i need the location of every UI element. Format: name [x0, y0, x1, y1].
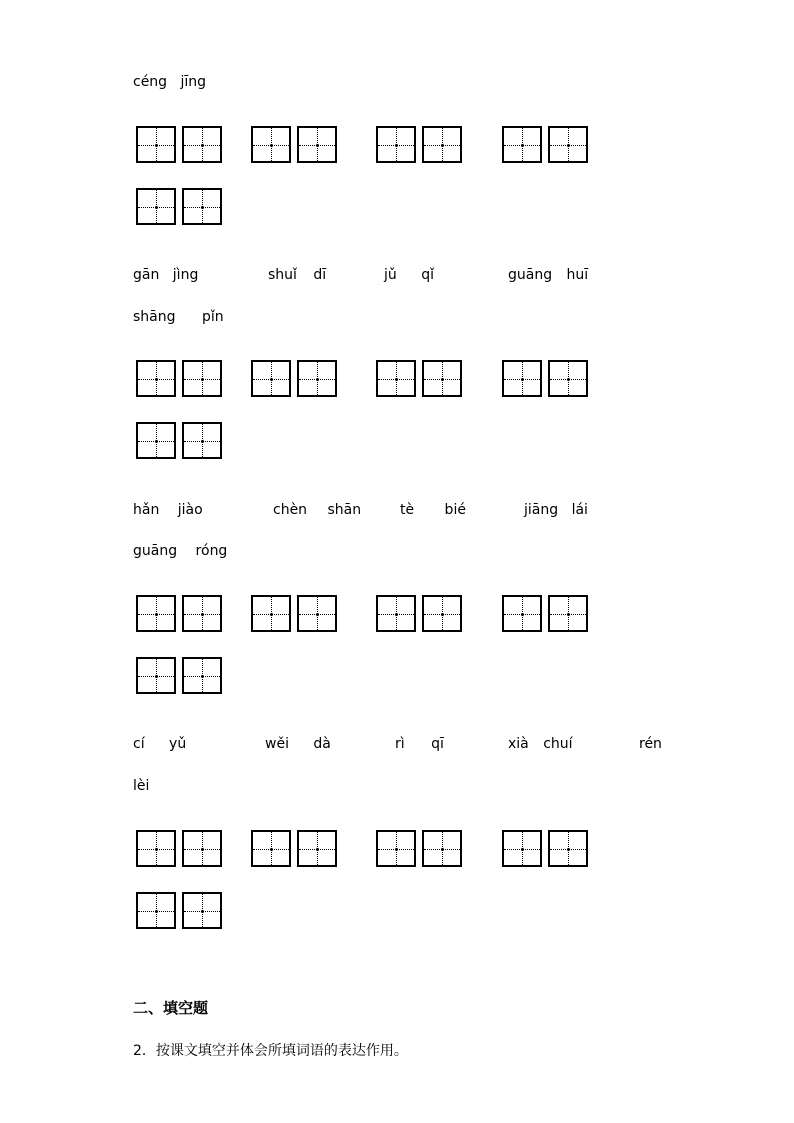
center-dot [441, 848, 444, 851]
writing-box[interactable] [182, 892, 222, 929]
center-dot [395, 613, 398, 616]
center-dot [155, 440, 158, 443]
writing-box[interactable] [548, 595, 588, 632]
center-dot [201, 675, 204, 678]
center-dot [201, 206, 204, 209]
center-dot [201, 848, 204, 851]
center-dot [316, 378, 319, 381]
writing-box[interactable] [502, 830, 542, 867]
writing-box[interactable] [136, 422, 176, 459]
center-dot [155, 675, 158, 678]
writing-box[interactable] [548, 360, 588, 397]
center-dot [521, 144, 524, 147]
center-dot [155, 206, 158, 209]
writing-box[interactable] [422, 360, 462, 397]
writing-box[interactable] [376, 360, 416, 397]
center-dot [155, 613, 158, 616]
writing-box[interactable] [502, 126, 542, 163]
writing-box[interactable] [182, 830, 222, 867]
writing-box[interactable] [136, 360, 176, 397]
pinyin-label: chèn shān [273, 502, 362, 518]
pinyin-label: tè bié [400, 502, 466, 518]
writing-box[interactable] [502, 595, 542, 632]
center-dot [155, 144, 158, 147]
writing-box[interactable] [297, 595, 337, 632]
writing-box[interactable] [502, 360, 542, 397]
writing-box[interactable] [297, 830, 337, 867]
writing-box[interactable] [136, 126, 176, 163]
center-dot [521, 848, 524, 851]
center-dot [201, 144, 204, 147]
writing-box[interactable] [136, 830, 176, 867]
center-dot [567, 613, 570, 616]
center-dot [201, 910, 204, 913]
pinyin-label: cí yǔ [133, 736, 187, 752]
writing-box[interactable] [182, 595, 222, 632]
pinyin-label: wěi dà [265, 736, 331, 752]
center-dot [441, 613, 444, 616]
pinyin-label: rì qī [395, 736, 444, 752]
question-text: 2．按课文填空并体会所填词语的表达作用。 [133, 1043, 408, 1059]
pinyin-label: jiāng lái [524, 502, 588, 518]
pinyin-label: xià chuí [508, 736, 573, 752]
writing-box[interactable] [136, 188, 176, 225]
center-dot [316, 613, 319, 616]
center-dot [395, 144, 398, 147]
writing-box[interactable] [376, 126, 416, 163]
pinyin-label: shuǐ dī [268, 267, 327, 283]
center-dot [567, 144, 570, 147]
writing-box[interactable] [136, 595, 176, 632]
writing-box[interactable] [136, 657, 176, 694]
writing-box[interactable] [251, 595, 291, 632]
center-dot [201, 440, 204, 443]
writing-box[interactable] [251, 830, 291, 867]
center-dot [441, 144, 444, 147]
section-heading: 二、填空题 [133, 999, 209, 1017]
writing-box[interactable] [422, 595, 462, 632]
center-dot [155, 848, 158, 851]
writing-box[interactable] [376, 830, 416, 867]
pinyin-label: lèi [133, 778, 150, 794]
center-dot [270, 613, 273, 616]
center-dot [441, 378, 444, 381]
writing-box[interactable] [251, 360, 291, 397]
writing-box[interactable] [182, 657, 222, 694]
writing-box[interactable] [297, 126, 337, 163]
center-dot [316, 848, 319, 851]
center-dot [201, 613, 204, 616]
center-dot [521, 613, 524, 616]
pinyin-label: céng jīng [133, 74, 207, 90]
center-dot [395, 848, 398, 851]
center-dot [521, 378, 524, 381]
pinyin-label: rén [639, 736, 662, 752]
center-dot [155, 910, 158, 913]
center-dot [155, 378, 158, 381]
center-dot [567, 848, 570, 851]
writing-box[interactable] [136, 892, 176, 929]
writing-box[interactable] [297, 360, 337, 397]
center-dot [316, 144, 319, 147]
center-dot [395, 378, 398, 381]
writing-box[interactable] [422, 126, 462, 163]
center-dot [201, 378, 204, 381]
writing-box[interactable] [422, 830, 462, 867]
pinyin-label: jǔ qǐ [384, 267, 434, 283]
writing-box[interactable] [251, 126, 291, 163]
center-dot [567, 378, 570, 381]
writing-box[interactable] [182, 422, 222, 459]
pinyin-label: hǎn jiào [133, 502, 203, 518]
writing-box[interactable] [548, 126, 588, 163]
pinyin-label: guāng róng [133, 543, 228, 559]
writing-box[interactable] [182, 188, 222, 225]
pinyin-label: gān jìng [133, 267, 199, 283]
center-dot [270, 848, 273, 851]
center-dot [270, 378, 273, 381]
writing-box[interactable] [182, 360, 222, 397]
pinyin-label: shāng pǐn [133, 309, 224, 325]
writing-box[interactable] [182, 126, 222, 163]
pinyin-label: guāng huī [508, 267, 589, 283]
writing-box[interactable] [376, 595, 416, 632]
center-dot [270, 144, 273, 147]
writing-box[interactable] [548, 830, 588, 867]
